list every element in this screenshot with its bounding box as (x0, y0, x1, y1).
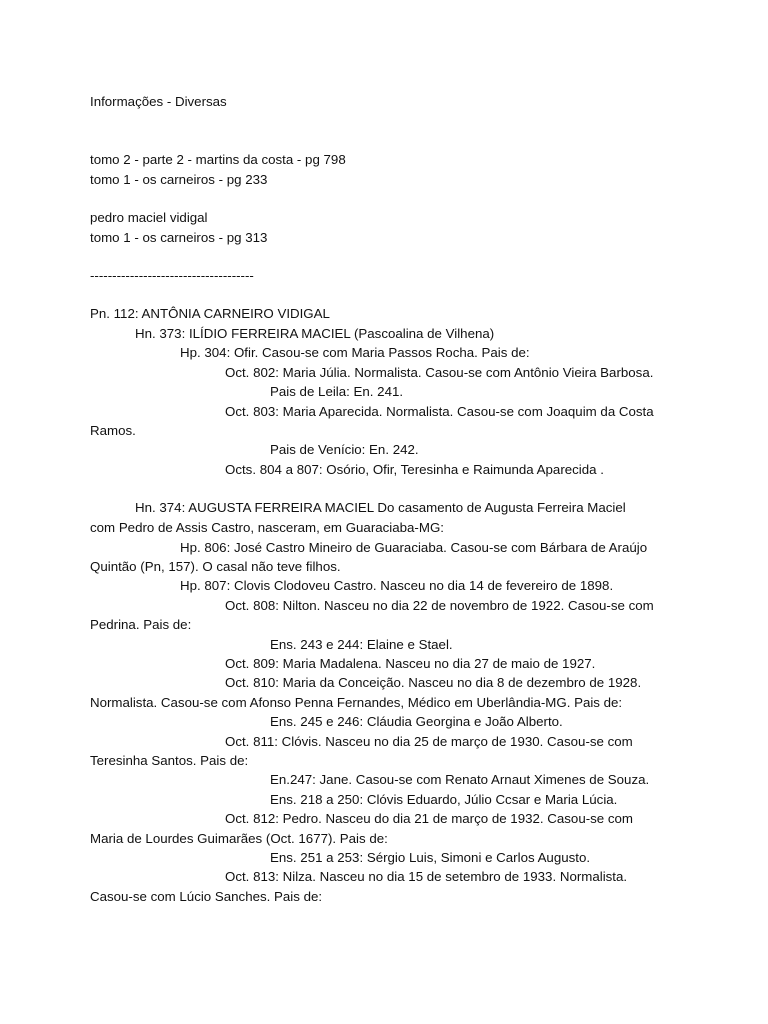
genealogy-line: Octs. 804 a 807: Osório, Ofir, Teresinha e Raimunda Aparecida . (225, 462, 604, 477)
genealogy-line: Teresinha Santos. Pais de: (90, 753, 249, 768)
genealogy-line: Hp. 304: Ofir. Casou-se com Maria Passos Rocha. Pais de: (180, 345, 530, 360)
separator-line: ------------------------------------- (90, 268, 254, 283)
genealogy-line: Hn. 374: AUGUSTA FERREIRA MACIEL Do casamento de Augusta Ferreira Maciel (135, 500, 626, 515)
genealogy-line: Oct. 808: Nilton. Nasceu no dia 22 de novembro de 1922. Casou-se com (225, 598, 654, 613)
genealogy-line: Pn. 112: ANTÔNIA CARNEIRO VIDIGAL (90, 306, 330, 321)
genealogy-line: Pedrina. Pais de: (90, 617, 192, 632)
document-title: Informações - Diversas (90, 94, 227, 109)
genealogy-line: com Pedro de Assis Castro, nasceram, em Guaraciaba-MG: (90, 520, 444, 535)
genealogy-line: Oct. 803: Maria Aparecida. Normalista. Casou-se com Joaquim da Costa (225, 404, 654, 419)
genealogy-line: Ens. 218 a 250: Clóvis Eduardo, Júlio Ccsar e Maria Lúcia. (270, 792, 618, 807)
genealogy-line: En.247: Jane. Casou-se com Renato Arnaut Ximenes de Souza. (270, 772, 650, 787)
genealogy-line: Hn. 373: ILÍDIO FERREIRA MACIEL (Pascoalina de Vilhena) (135, 326, 495, 341)
genealogy-line: Normalista. Casou-se com Afonso Penna Fernandes, Médico em Uberlândia-MG. Pais de: (90, 695, 623, 710)
genealogy-line: Oct. 802: Maria Júlia. Normalista. Casou-se com Antônio Vieira Barbosa. (225, 365, 654, 380)
genealogy-line: Oct. 812: Pedro. Nasceu do dia 21 de março de 1932. Casou-se com (225, 811, 634, 826)
reference-line: tomo 1 - os carneiros - pg 233 (90, 172, 268, 187)
genealogy-line: Ens. 251 a 253: Sérgio Luis, Simoni e Carlos Augusto. (270, 850, 591, 865)
genealogy-line: Pais de Leila: En. 241. (270, 384, 404, 399)
genealogy-line: Hp. 806: José Castro Mineiro de Guaraciaba. Casou-se com Bárbara de Araújo (180, 540, 648, 555)
genealogy-line: Pais de Venício: En. 242. (270, 442, 419, 457)
genealogy-line: Oct. 809: Maria Madalena. Nasceu no dia 27 de maio de 1927. (225, 656, 596, 671)
person-name: pedro maciel vidigal (90, 210, 208, 225)
genealogy-line: Maria de Lourdes Guimarães (Oct. 1677). Pais de: (90, 831, 388, 846)
person-reference: tomo 1 - os carneiros - pg 313 (90, 230, 268, 245)
genealogy-line: Casou-se com Lúcio Sanches. Pais de: (90, 889, 323, 904)
genealogy-line: Ens. 245 e 246: Cláudia Georgina e João Alberto. (270, 714, 563, 729)
genealogy-line: Ens. 243 e 244: Elaine e Stael. (270, 637, 453, 652)
genealogy-line: Oct. 813: Nilza. Nasceu no dia 15 de setembro de 1933. Normalista. (225, 869, 628, 884)
genealogy-line: Quintão (Pn, 157). O casal não teve filhos. (90, 559, 341, 574)
reference-line: tomo 2 - parte 2 - martins da costa - pg 798 (90, 152, 346, 167)
genealogy-line: Oct. 810: Maria da Conceição. Nasceu no dia 8 de dezembro de 1928. (225, 675, 642, 690)
genealogy-line: Hp. 807: Clovis Clodoveu Castro. Nasceu no dia 14 de fevereiro de 1898. (180, 578, 614, 593)
genealogy-line: Ramos. (90, 423, 136, 438)
genealogy-line: Oct. 811: Clóvis. Nasceu no dia 25 de março de 1930. Casou-se com (225, 734, 633, 749)
